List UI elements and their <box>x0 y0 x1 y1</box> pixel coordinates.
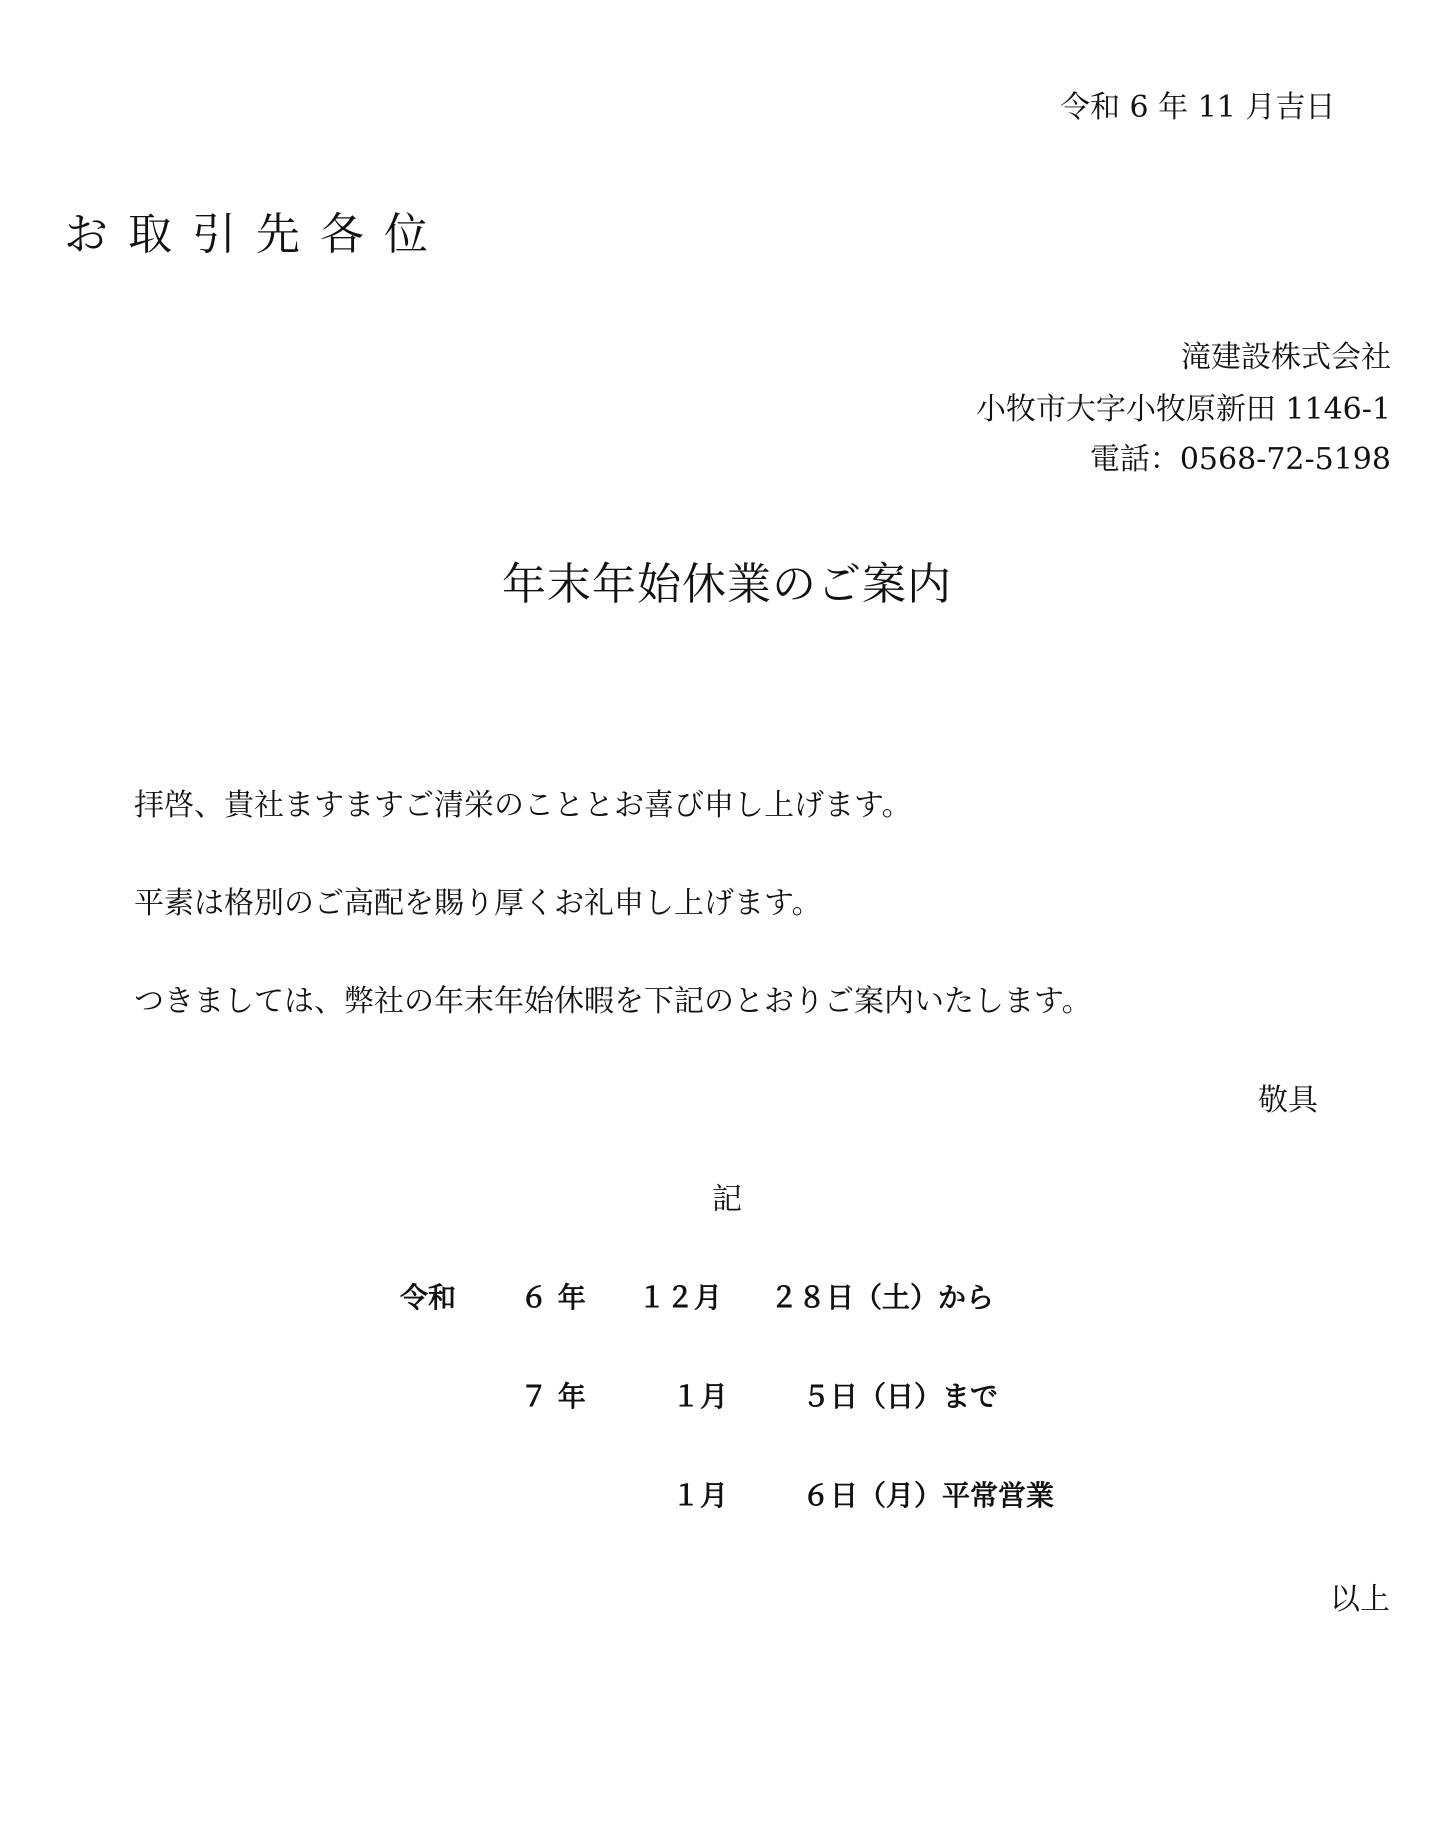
ki-heading: 記 <box>712 1182 742 1217</box>
schedule-month: １２月 <box>638 1281 723 1314</box>
document-title: 年末年始休業のご案内 <box>502 559 952 610</box>
schedule-day: ２８日（土）から <box>770 1281 995 1314</box>
schedule-year: ７ 年 <box>520 1380 586 1413</box>
schedule-day: ５日（日）まで <box>802 1380 999 1413</box>
schedule-year: ６ 年 <box>520 1281 586 1314</box>
schedule-month: １月 <box>672 1479 729 1512</box>
letter-date: 令和 6 年 11 月吉日 <box>1060 90 1336 125</box>
body-line: 拝啓、貴社ますますご清栄のこととお喜び申し上げます。 <box>134 788 912 823</box>
closing-ijou: 以上 <box>1330 1582 1390 1617</box>
sender-phone: 電話：0568-72-5198 <box>1089 442 1391 477</box>
schedule-day: ６日（月）平常営業 <box>802 1479 1055 1512</box>
schedule-month: １月 <box>672 1380 729 1413</box>
sender-company: 滝建設株式会社 <box>1181 340 1391 375</box>
body-line: つきましては、弊社の年末年始休暇を下記のとおりご案内いたします。 <box>134 984 1092 1019</box>
closing-keigu: 敬具 <box>1258 1083 1318 1118</box>
sender-address: 小牧市大字小牧原新田 1146-1 <box>975 392 1391 427</box>
recipient-heading: お取引先各位 <box>64 209 448 260</box>
schedule-era: 令和 <box>400 1281 457 1314</box>
body-line: 平素は格別のご高配を賜り厚くお礼申し上げます。 <box>134 886 822 921</box>
